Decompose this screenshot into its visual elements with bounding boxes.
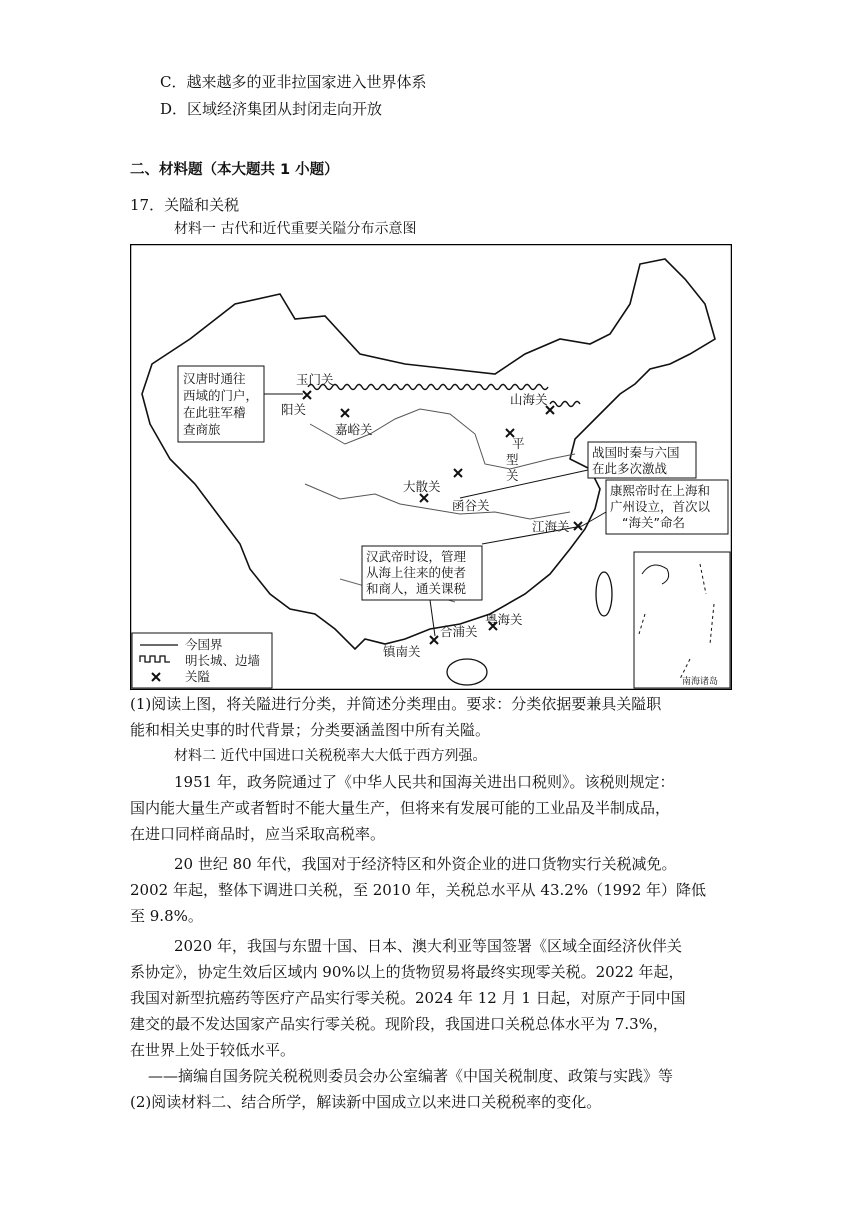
material2-line: 2020 年，我国与东盟十国、日本、澳大利亚等国签署《区域全面经济伙伴关 bbox=[174, 937, 682, 955]
material1-caption: 材料一 古代和近代重要关隘分布示意图 bbox=[174, 221, 417, 237]
material2-line: 系协定》，协定生效后区域内 90%以上的货物贸易将最终实现零关税。2022 年起， bbox=[130, 963, 684, 981]
material2-line: 在世界上处于较低水平。 bbox=[130, 1041, 296, 1059]
svg-text:汉唐时通往: 汉唐时通往 bbox=[183, 371, 246, 386]
pass-label: 玉门关 bbox=[296, 372, 334, 387]
pass-label: 阳关 bbox=[281, 402, 307, 417]
svg-text:今国界: 今国界 bbox=[185, 637, 223, 652]
pass-label: 合浦关 bbox=[440, 624, 478, 639]
pass-label: 大散关 bbox=[403, 479, 441, 494]
pass-label: 镇南关 bbox=[383, 644, 421, 659]
material2-source: ——摘编自国务院关税税则委员会办公室编著《中国关税制度、政策与实践》等 bbox=[148, 1067, 674, 1085]
material2-line: 材料二 近代中国进口关税税率大大低于西方列强。 bbox=[174, 748, 487, 764]
svg-text:查商旅: 查商旅 bbox=[183, 422, 221, 437]
material2-line: 至 9.8%。 bbox=[130, 907, 203, 925]
question-title: 17．关隘和关税 bbox=[130, 196, 240, 214]
pass-label: 平 bbox=[512, 436, 525, 451]
material2-line: 在进口同样商品时，应当采取高税率。 bbox=[130, 825, 386, 843]
pass-label: 关 bbox=[506, 468, 519, 483]
svg-text:关隘: 关隘 bbox=[185, 669, 211, 684]
material2-line: 国内能大量生产或者暂时不能大量生产，但将来有发展可能的工业品及半制成品， bbox=[130, 799, 671, 817]
svg-text:在此多次激战: 在此多次激战 bbox=[592, 461, 668, 476]
svg-text:战国时秦与六国: 战国时秦与六国 bbox=[592, 445, 680, 460]
q1-line1: (1)阅读上图，将关隘进行分类，并简述分类理由。要求：分类依据要兼具关隘职 bbox=[130, 695, 662, 713]
option-c: C．越来越多的亚非拉国家进入世界体系 bbox=[160, 73, 427, 91]
pass-label: 嘉峪关 bbox=[335, 422, 373, 437]
q2-line: (2)阅读材料二、结合所学，解读新中国成立以来进口关税税率的变化。 bbox=[130, 1093, 602, 1111]
pass-distribution-map bbox=[130, 244, 732, 690]
svg-text:“海关”命名: “海关”命名 bbox=[622, 515, 685, 530]
pass-label: 粤海关 bbox=[485, 612, 523, 627]
material2-line: 我国对新型抗癌药等医疗产品实行零关税。2024 年 12 月 1 日起，对原产于同中国 bbox=[130, 989, 686, 1007]
svg-text:康熙帝时在上海和: 康熙帝时在上海和 bbox=[610, 483, 711, 498]
q1-line2: 能和相关史事的时代背景；分类要涵盖图中所有关隘。 bbox=[130, 721, 491, 739]
svg-text:汉武帝时设，管理: 汉武帝时设，管理 bbox=[366, 549, 467, 564]
pass-label: 函谷关 bbox=[452, 498, 490, 513]
map-legend bbox=[132, 633, 272, 688]
pass-label: 山海关 bbox=[510, 392, 548, 407]
material2-line: 20 世纪 80 年代，我国对于经济特区和外资企业的进口货物实行关税减免。 bbox=[174, 855, 677, 873]
section-title: 二、材料题（本大题共 1 小题） bbox=[130, 162, 339, 178]
option-d: D．区域经济集团从封闭走向开放 bbox=[160, 100, 383, 118]
material2-line: 1951 年，政务院通过了《中华人民共和国海关进出口税则》。该税则规定： bbox=[174, 773, 675, 791]
material2-line: 2002 年起，整体下调进口关税，至 2010 年，关税总水平从 43.2%（1992 年）降低 bbox=[130, 881, 707, 899]
svg-text:广州设立，首次以: 广州设立，首次以 bbox=[610, 499, 711, 514]
svg-text:在此驻军稽: 在此驻军稽 bbox=[183, 405, 246, 420]
pass-label: 江海关 bbox=[532, 519, 570, 534]
material2-line: 建交的最不发达国家产品实行零关税。现阶段，我国进口关税总体水平为 7.3%， bbox=[130, 1015, 668, 1033]
svg-text:西域的门户，: 西域的门户， bbox=[183, 388, 259, 403]
svg-text:南海诸岛: 南海诸岛 bbox=[682, 677, 719, 687]
pass-label: 型 bbox=[506, 452, 519, 467]
svg-text:从海上往来的使者: 从海上往来的使者 bbox=[366, 565, 467, 580]
svg-text:和商人，通关课税: 和商人，通关课税 bbox=[366, 581, 467, 596]
svg-text:明长城、边墙: 明长城、边墙 bbox=[185, 653, 261, 668]
south-sea-inset bbox=[634, 552, 730, 688]
